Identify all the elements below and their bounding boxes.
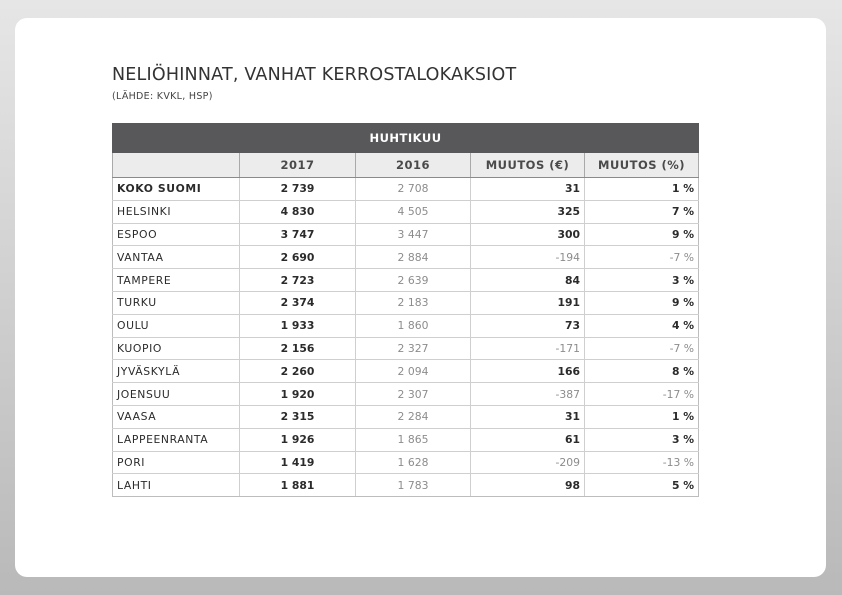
column-header-city [113, 153, 240, 178]
change-pct-cell: 8 % [585, 360, 699, 383]
value-2016-cell: 1 865 [356, 428, 471, 451]
change-eur-cell: 98 [471, 474, 585, 497]
change-pct-cell: 4 % [585, 314, 699, 337]
change-eur-cell: -209 [471, 451, 585, 474]
value-2017-cell: 2 374 [240, 291, 356, 314]
city-cell: LAPPEENRANTA [113, 428, 240, 451]
table-row [113, 314, 699, 337]
change-eur-cell: -387 [471, 383, 585, 406]
table-row [113, 474, 699, 497]
city-cell: VANTAA [113, 246, 240, 269]
change-pct-cell: 7 % [585, 200, 699, 223]
table-row [113, 337, 699, 360]
city-cell: LAHTI [113, 474, 240, 497]
change-eur-cell: -171 [471, 337, 585, 360]
value-2017-cell: 2 156 [240, 337, 356, 360]
value-2016-cell: 2 708 [356, 178, 471, 201]
change-pct-cell: 5 % [585, 474, 699, 497]
city-cell: JOENSUU [113, 383, 240, 406]
value-2016-cell: 2 284 [356, 405, 471, 428]
table-body [113, 178, 699, 497]
city-cell: JYVÄSKYLÄ [113, 360, 240, 383]
column-header-2017: 2017 [240, 153, 356, 178]
city-cell: VAASA [113, 405, 240, 428]
value-2017-cell: 3 747 [240, 223, 356, 246]
change-pct-cell: 9 % [585, 291, 699, 314]
city-cell: KUOPIO [113, 337, 240, 360]
value-2016-cell: 2 639 [356, 269, 471, 292]
value-2017-cell: 1 933 [240, 314, 356, 337]
change-eur-cell: 73 [471, 314, 585, 337]
change-eur-cell: 84 [471, 269, 585, 292]
table-row [113, 178, 699, 201]
value-2017-cell: 2 739 [240, 178, 356, 201]
table-row [113, 223, 699, 246]
value-2016-cell: 2 183 [356, 291, 471, 314]
value-2016-cell: 2 094 [356, 360, 471, 383]
value-2017-cell: 1 419 [240, 451, 356, 474]
value-2016-cell: 3 447 [356, 223, 471, 246]
value-2017-cell: 2 723 [240, 269, 356, 292]
city-cell: OULU [113, 314, 240, 337]
value-2017-cell: 2 690 [240, 246, 356, 269]
city-cell: ESPOO [113, 223, 240, 246]
group-header: HUHTIKUU [113, 124, 699, 153]
column-header-change-pct: MUUTOS (%) [585, 153, 699, 178]
table-row [113, 360, 699, 383]
change-pct-cell: -13 % [585, 451, 699, 474]
change-pct-cell: 1 % [585, 178, 699, 201]
change-eur-cell: 300 [471, 223, 585, 246]
value-2017-cell: 1 920 [240, 383, 356, 406]
value-2016-cell: 1 783 [356, 474, 471, 497]
change-pct-cell: 1 % [585, 405, 699, 428]
table-row [113, 291, 699, 314]
table-row [113, 405, 699, 428]
table-row [113, 428, 699, 451]
value-2016-cell: 2 307 [356, 383, 471, 406]
table-row [113, 269, 699, 292]
value-2016-cell: 2 884 [356, 246, 471, 269]
value-2017-cell: 4 830 [240, 200, 356, 223]
city-cell: HELSINKI [113, 200, 240, 223]
value-2017-cell: 1 881 [240, 474, 356, 497]
value-2016-cell: 1 860 [356, 314, 471, 337]
value-2016-cell: 2 327 [356, 337, 471, 360]
value-2016-cell: 4 505 [356, 200, 471, 223]
change-eur-cell: 166 [471, 360, 585, 383]
change-pct-cell: -7 % [585, 337, 699, 360]
change-eur-cell: 31 [471, 178, 585, 201]
city-cell: TAMPERE [113, 269, 240, 292]
column-header-2016: 2016 [356, 153, 471, 178]
change-pct-cell: 3 % [585, 269, 699, 292]
change-eur-cell: 31 [471, 405, 585, 428]
value-2017-cell: 2 315 [240, 405, 356, 428]
table-row [113, 451, 699, 474]
change-eur-cell: 61 [471, 428, 585, 451]
city-cell: TURKU [113, 291, 240, 314]
source-note: (LÄHDE: KVKL, HSP) [112, 91, 213, 102]
change-pct-cell: -17 % [585, 383, 699, 406]
change-pct-cell: 9 % [585, 223, 699, 246]
column-header-change-eur: MUUTOS (€) [471, 153, 585, 178]
price-table [112, 123, 699, 497]
change-eur-cell: 191 [471, 291, 585, 314]
city-cell: PORI [113, 451, 240, 474]
change-eur-cell: 325 [471, 200, 585, 223]
page-title: NELIÖHINNAT, VANHAT KERROSTALOKAKSIOT [112, 65, 517, 85]
table-row [113, 200, 699, 223]
change-eur-cell: -194 [471, 246, 585, 269]
change-pct-cell: -7 % [585, 246, 699, 269]
value-2016-cell: 1 628 [356, 451, 471, 474]
table-row [113, 383, 699, 406]
value-2017-cell: 2 260 [240, 360, 356, 383]
table-row [113, 246, 699, 269]
city-cell: KOKO SUOMI [113, 178, 240, 201]
change-pct-cell: 3 % [585, 428, 699, 451]
value-2017-cell: 1 926 [240, 428, 356, 451]
